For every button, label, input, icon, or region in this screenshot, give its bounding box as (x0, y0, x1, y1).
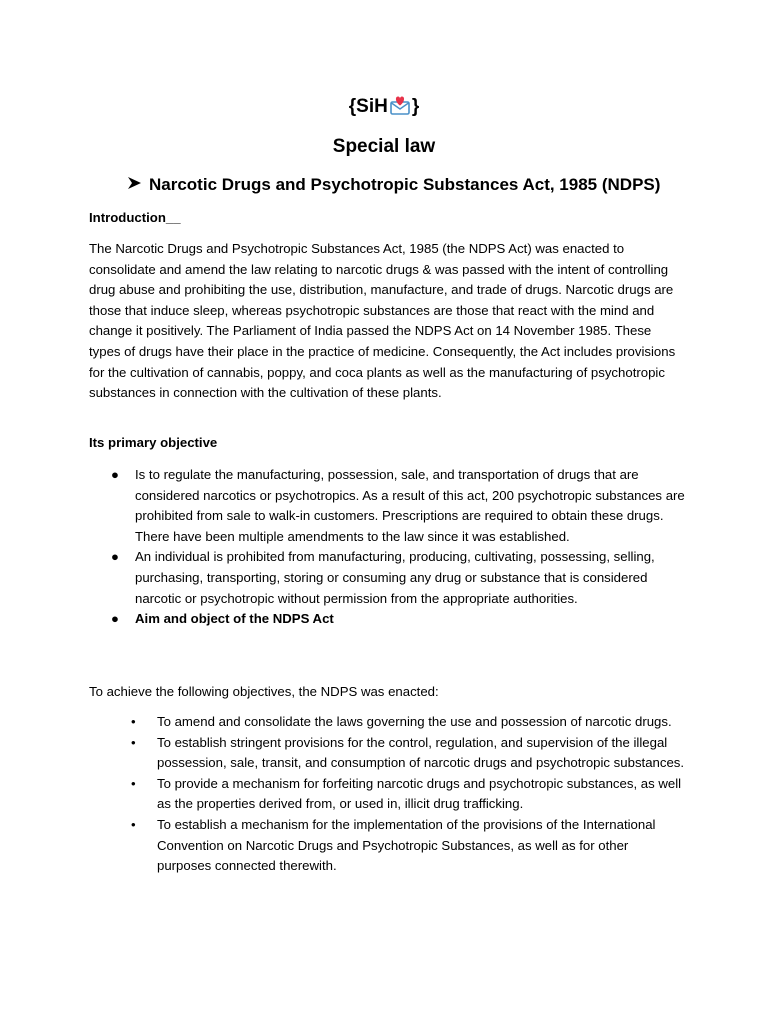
aims-intro: To achieve the following objectives, the NDPS was enacted: (89, 684, 439, 699)
list-item (89, 712, 685, 733)
intro-paragraph: The Narcotic Drugs and Psychotropic Substances Act, 1985 (the NDPS Act) was enacted to consolidate and amend the law relating to narcotic drugs & was passed with the intent of controlling drug abuse and prohibiting the use, distribution, manufacture, and trade of drugs. Narcotic drugs are those that induce sleep, whereas psychotropic substances are those that react with the mind and change it positively. The Parliament of India passed the NDPS Act on 14 November 1985. These types of drugs have their place in the practice of medicine. Consequently, the Act includes provisions for the cultivation of cannabis, poppy, and coca plants as well as the manufacturing of psychotropic substances in connection with the cultivation of these plants. (89, 241, 676, 401)
bullet-dot-icon: ● (111, 549, 119, 565)
objective-list (89, 465, 685, 630)
list-item (89, 733, 685, 774)
list-item-text: An individual is prohibited from manufacturing, producing, cultivating, possessing, selling, purchasing, transporting, storing or consuming any drug or substance that is considered narcotic or psychotropic without permission from the appropriate authorities. (135, 549, 655, 606)
logo-line (0, 93, 768, 125)
bullet-dot-icon: • (131, 816, 136, 832)
arrowhead-bullet-icon (127, 172, 149, 198)
act-title: Narcotic Drugs and Psychotropic Substances Act, 1985 (NDPS) (149, 175, 661, 194)
list-item (89, 547, 685, 609)
envelope-heart-icon (389, 94, 411, 125)
bullet-dot-icon: • (131, 734, 136, 750)
list-item-text: To amend and consolidate the laws governing the use and possession of narcotic drugs. (157, 714, 672, 729)
intro-heading: Introduction__ (89, 210, 181, 225)
bullet-dot-icon: • (131, 714, 136, 729)
list-item (89, 609, 685, 630)
bullet-dot-icon: ● (111, 467, 119, 482)
list-item-text: To provide a mechanism for forfeiting narcotic drugs and psychotropic substances, as well as the properties derived from, or used in, illicit drug trafficking. (157, 775, 682, 812)
aims-list (89, 712, 685, 877)
bullet-dot-icon: • (131, 775, 136, 791)
logo-suffix: } (411, 96, 420, 117)
act-heading (127, 172, 747, 198)
list-item-text: To establish a mechanism for the implementation of the provisions of the International Convention on Narcotic Drugs and Psychotropic Substances, as well as for other purposes connected therewith. (157, 816, 656, 874)
list-item (89, 774, 685, 815)
list-item-text: Is to regulate the manufacturing, possession, sale, and transportation of drugs that are considered narcotics or psychotropics. As a result of this act, 200 psychotropic substances are prohibited from sale to walk-in customers. Prescriptions are required to obtain these drugs. There have been multiple amendments to the law since it was established. (135, 467, 685, 544)
objective-heading: Its primary objective (89, 435, 218, 450)
list-item (89, 815, 685, 877)
list-item (89, 465, 685, 547)
logo-prefix: {SiH (348, 96, 388, 117)
list-item-text: Aim and object of the NDPS Act (135, 611, 334, 627)
page-title: Special law (332, 136, 436, 157)
bullet-dot-icon: ● (111, 611, 119, 627)
list-item-text: To establish stringent provisions for the control, regulation, and supervision of the illegal possession, sale, transit, and consumption of narcotic drugs and psychotropic substances. (157, 734, 685, 771)
